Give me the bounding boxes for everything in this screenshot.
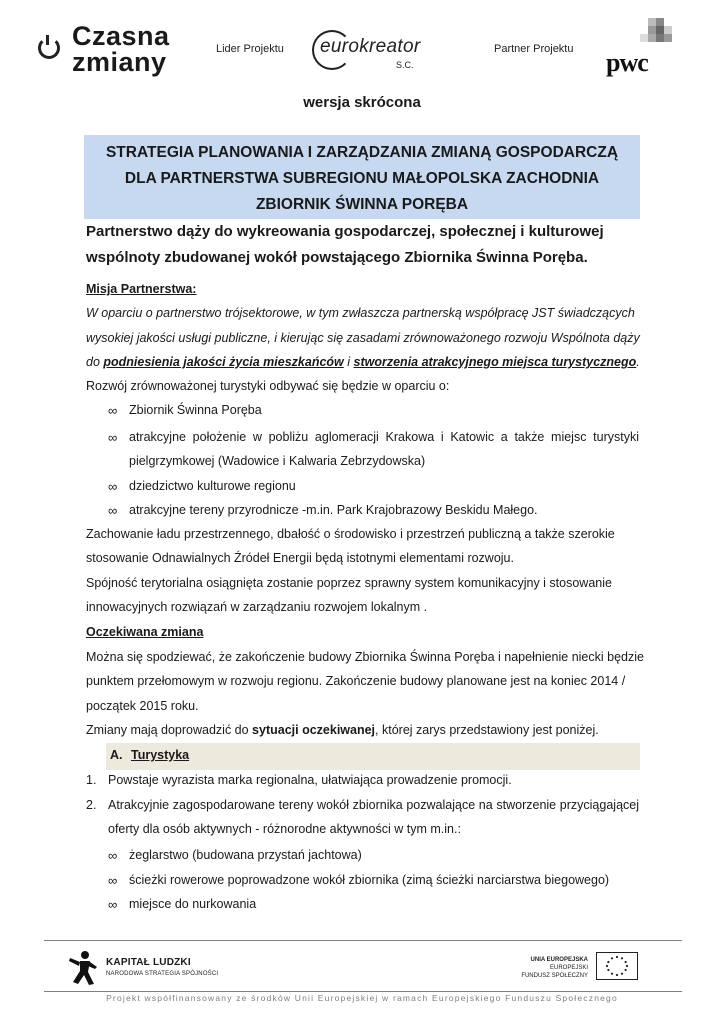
spatial-order-line-1: Zachowanie ładu przestrzennego, dbałość o środowisko i przestrzeń publiczną a także szerokie [86,527,615,541]
numbered-marker-1: 1. [86,773,97,787]
pwc-square-icon [656,18,664,26]
tourism-bullet-2-line-2: pielgrzymkowej (Wadowice i Kalwaria Zebrzydowska) [129,454,426,468]
pwc-square-icon [648,18,656,26]
lead-statement [86,219,646,271]
infinity-bullet-icon: ∞ [108,430,118,445]
numbered-item-2-line-2: oferty dla osób aktywnych - różnorodne aktywności w tym m.in.: [108,822,461,836]
kapital-ludzki-title: KAPITAŁ LUDZKI [106,957,191,968]
cohesion-line-2: innowacyjnych rozwiązań w zarządzaniu rozwojem lokalnym . [86,600,428,614]
pwc-square-icon [656,26,664,34]
section-a-label: Turystyka [131,748,190,762]
expected-line-1: Można się spodziewać, że zakończenie budowy Zbiornika Świnna Poręba i napełnienie niecki będzie [86,650,644,664]
title-line-1: STRATEGIA PLANOWANIA I ZARZĄDZANIA ZMIANĄ GOSPODARCZĄ [105,144,619,161]
kapital-ludzki-subtitle: NARODOWA STRATEGIA SPÓJNOŚCI [106,971,219,977]
expected-emphasis: sytuacji oczekiwanej [252,723,376,737]
title-line-2: DLA PARTNERSTWA SUBREGIONU MAŁOPOLSKA ZACHODNIA [124,170,600,187]
czasna-logo-line1: Czasna [72,21,170,51]
numbered-marker-2: 2. [86,798,97,812]
pwc-square-icon [656,34,664,42]
numbered-item-1: Powstaje wyrazista marka regionalna, ułatwiająca prowadzenie promocji. [108,773,512,787]
infinity-bullet-icon: ∞ [108,503,118,518]
pwc-square-icon [648,26,656,34]
lead-line-1: Partnerstwo dąży do wykreowania gospodarczej, społecznej i kulturowej [86,223,604,240]
section-a-marker: A. [110,748,123,762]
tourism-intro: Rozwój zrównoważonej turystyki odbywać się będzie w oparciu o: [86,379,450,393]
mission-emphasis-quality-of-life: podniesienia jakości życia mieszkańców [103,355,344,369]
mission-line-2: wysokiej jakości usługi publiczne, i kierując się zasadami zrównoważonego rozwoju Wspólnota dąży [86,331,640,345]
infinity-bullet-icon: ∞ [108,873,118,888]
tourism-bullet-1: Zbiornik Świnna Poręba [129,403,262,417]
pwc-square-icon [664,26,672,34]
eu-flag-icon [596,952,638,980]
footer-divider-bottom [44,991,682,992]
mission-text: do [86,355,104,369]
lider-label: Lider Projektu [216,43,284,55]
expected-line-2: punktem przełomowym w rozwoju regionu. Zakończenie budowy planowane jest na koniec 2014 / [86,674,626,688]
power-icon [38,37,60,59]
lead-line-2: wspólnoty zbudowanej wokół powstającego Zbiornika Świnna Poręba. [86,249,588,266]
document-title [84,135,640,219]
eurokreator-logo [312,30,422,78]
mission-emphasis-tourism: stworzenia atrakcyjnego miejsca turystycznego [353,355,637,369]
pwc-logo-text: pwc [606,48,648,77]
activity-bullet-2: ścieżki rowerowe poprowadzone wokół zbiornika (zimą ścieżki narciarstwa biegowego) [129,873,610,887]
mission-text: i [343,355,354,369]
tourism-bullet-3: dziedzictwo kulturowe regionu [129,479,296,493]
infinity-bullet-icon: ∞ [108,479,118,494]
mission-line-1: W oparciu o partnerstwo trójsektorowe, w tym zwłaszcza partnerską współpracę JST świadczących [86,306,635,320]
numbered-item-2-line-1: Atrakcyjnie zagospodarowane tereny wokół zbiornika pozwalające na stworzenie przyciągającej [108,798,639,812]
activity-bullet-3: miejsce do nurkowania [129,897,257,911]
version-label: wersja skrócona [303,94,421,111]
eurokreator-logo-text: eurokreator [320,36,421,57]
ue-line-1: UNIA EUROPEJSKA [530,957,588,963]
ue-line-3: FUNDUSZ SPOŁECZNY [521,973,588,979]
pwc-logo [606,18,676,78]
cofinancing-note: Projekt współfinansowany ze środków Unii Europejskiej w ramach Europejskiego Funduszu Społecznego [106,993,618,1003]
infinity-bullet-icon: ∞ [108,403,118,418]
eu-logo [521,952,638,992]
pwc-square-icon [664,34,672,42]
mission-text: . [636,355,640,369]
cohesion-line-1: Spójność terytorialna osiągnięta zostanie poprzez sprawny system komunikacyjny i stosowanie [86,576,612,590]
czasna-logo-line2: zmiany [72,47,167,77]
kapital-ludzki-logo [68,950,228,992]
spatial-order-line-2: stosowanie Odnawialnych Źródeł Energii będą istotnymi elementami rozwoju. [86,551,514,565]
partner-label: Partner Projektu [494,43,574,55]
czasna-zmiany-logo [38,21,178,79]
pwc-square-icon [648,34,656,42]
infinity-bullet-icon: ∞ [108,897,118,912]
expected-line-4 [86,718,599,743]
expected-text: Zmiany mają doprowadzić do [86,723,253,737]
tourism-bullet-4: atrakcyjne tereny przyrodnicze -m.in. Park Krajobrazowy Beskidu Małego. [129,503,538,517]
ue-line-2: EUROPEJSKI [549,965,588,971]
human-figure-icon [68,950,98,986]
footer-divider-top [44,940,682,941]
mission-heading: Misja Partnerstwa: [86,282,197,296]
pwc-square-icon [640,34,648,42]
title-line-3: ZBIORNIK ŚWINNA PORĘBA [255,196,469,213]
activity-bullet-1: żeglarstwo (budowana przystań jachtowa) [129,848,362,862]
expected-change-heading: Oczekiwana zmiana [86,625,204,639]
expected-line-3: początek 2015 roku. [86,699,199,713]
mission-line-3 [86,350,640,375]
tourism-bullet-2-line-1: atrakcyjne położenie w pobliżu aglomeracji Krakowa i Katowic a także miejsc turystyki [129,430,639,444]
eurokreator-sc: S.C. [396,60,414,70]
infinity-bullet-icon: ∞ [108,848,118,863]
expected-text: , której zarys przedstawiony jest poniżej. [375,723,599,737]
